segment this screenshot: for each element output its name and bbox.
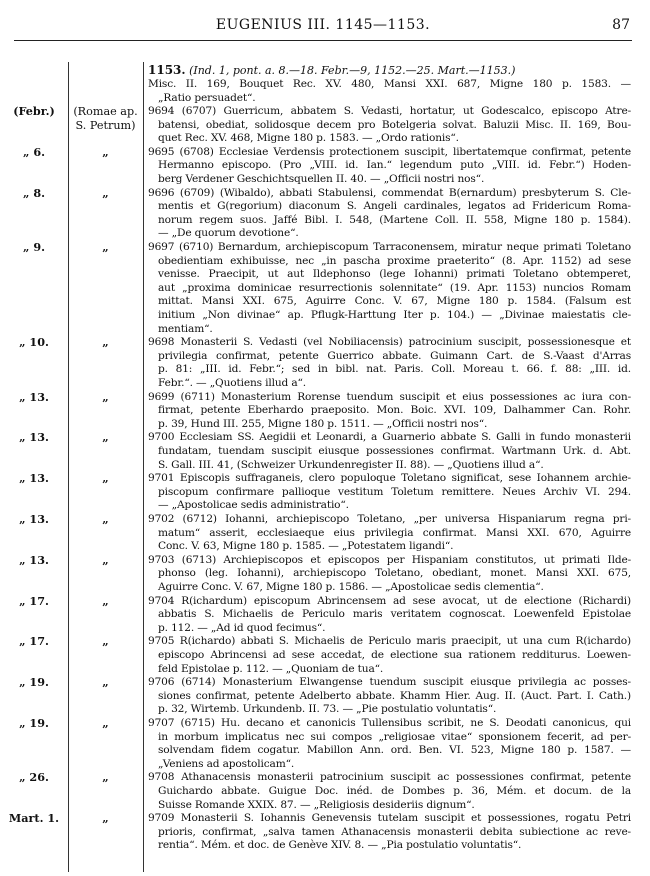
entry-text-line: — „De quorum devotione“. bbox=[158, 227, 299, 240]
entry-text bbox=[148, 676, 631, 717]
entry-text-line: 9701 Episcopis suffraganeis, clero populoque Toletano significat, sese Iohannem archie- bbox=[148, 472, 631, 485]
entry-place-line: „ bbox=[102, 593, 109, 608]
entry-text bbox=[148, 771, 631, 812]
entry-text-line: 9700 Ecclesiam SS. Aegidii et Leonardi, a Guarnerio abbate S. Galli in fundo monasterii bbox=[148, 431, 631, 444]
entry-place bbox=[68, 391, 143, 405]
entry-text-line: 9697 (6710) Bernardum, archiepiscopum Tarraconensem, miratur neque primati Toletano bbox=[148, 241, 631, 253]
entry-date: „ 10. bbox=[19, 335, 49, 350]
entry-text-line: aut „proxima dominicae resurrectionis solennitate“ (19. Apr. 1153) nuncios Romam bbox=[158, 281, 631, 294]
entry-date: „ 9. bbox=[22, 240, 45, 254]
entry-place-line: „ bbox=[102, 675, 109, 690]
entry-text-line: matum“ asserit, ecclesiaeque eius privilegia confirmat. Mansi XXI. 670, Aguirre bbox=[158, 526, 631, 539]
entry-text bbox=[148, 105, 631, 146]
entry-place-line: „ bbox=[102, 335, 109, 350]
year-heading-indiction: (Ind. 1, pont. a. 8.—18. Febr.—9, 1152.—25. Mart.—1153.) bbox=[189, 64, 516, 77]
entry-place bbox=[68, 431, 143, 445]
entry-text-line: 9704 R(ichardum) episcopum Abrincensem ad sese avocat, ut de electione (Richardi) bbox=[148, 594, 631, 607]
entry-place-line: „ bbox=[102, 770, 109, 785]
entry-place bbox=[68, 554, 143, 568]
entry-place-line: „ bbox=[102, 185, 109, 200]
entry-place bbox=[68, 472, 143, 486]
intro-line: Misc. II. 169, Bouquet Rec. XV. 480, Mansi XXI. 687, Migne 180 p. 1583. — bbox=[148, 78, 631, 90]
entry-text bbox=[148, 472, 631, 513]
entry-place bbox=[68, 187, 143, 201]
entry-text-line: phonso (leg. Iohanni), archiepiscopo Toletano, obediant, monet. Mansi XXI. 675, bbox=[158, 567, 631, 580]
entry-place bbox=[68, 105, 143, 132]
entry-place bbox=[68, 146, 143, 160]
entry-place-line: (Romae ap. bbox=[73, 105, 138, 118]
entry-place-line: „ bbox=[102, 240, 109, 254]
entry-place bbox=[68, 717, 143, 731]
entry-date: „ 8. bbox=[22, 185, 45, 200]
entry-text-line: venisse. Praecipit, ut aut Ildephonso (lege Iohanni) primati Toletano obtemperet, bbox=[158, 268, 631, 281]
entry-date: „ 19. bbox=[19, 716, 49, 730]
entry-place bbox=[68, 241, 143, 255]
running-header bbox=[16, 17, 630, 39]
entry-text-line: Suisse Romande XXIX. 87. — „Religiosis desideriis dignum“. bbox=[158, 798, 475, 811]
page-number: 87 bbox=[612, 17, 630, 33]
entry-text-line: initium „Non divinae“ ap. Pflugk-Harttung Iter p. 104.) — „Divinae maiestatis cle- bbox=[158, 308, 631, 321]
entry-text-line: Guichardo abbate. Guigue Doc. inéd. de Dombes p. 36, Mém. et docum. de la bbox=[158, 784, 631, 797]
running-title: EUGENIUS III. 1145—1153. bbox=[215, 17, 431, 33]
entry-place-line: „ bbox=[102, 430, 109, 445]
entry-text-line: 9694 (6707) Guerricum, abbatem S. Vedasti, hortatur, ut Godescalco, episcopo Atre- bbox=[148, 105, 631, 117]
entry-text-line: rentia“. Mém. et doc. de Genève XIV. 8. — „Pia postulatio voluntatis“. bbox=[158, 839, 522, 852]
entry-date: „ 13. bbox=[19, 430, 49, 445]
entry-place-line: „ bbox=[102, 512, 109, 526]
entry-text bbox=[148, 187, 631, 241]
entry-text-line: S. Gall. III. 41, (Schweizer Urkundenregister II. 88). — „Quotiens illud a“. bbox=[158, 458, 544, 471]
entry-text bbox=[148, 336, 631, 390]
entry-text-line: p. 81: „III. id. Febr.“; sed in bibl. nat. Paris. Coll. Moreau t. 66. f. 88: „III. id. bbox=[158, 363, 631, 376]
entry-place-line: „ bbox=[102, 389, 109, 404]
entry-text-line: Conc. V. 63, Migne 180 p. 1585. — „Potestatem ligandi“. bbox=[158, 540, 454, 553]
entry-text-line: 9696 (6709) (Wibaldo), abbati Stabulensi, commendat B(ernardum) presbyterum S. Cle- bbox=[148, 186, 631, 199]
entry-place bbox=[68, 513, 143, 527]
entry-text-line: 9705 R(ichardo) abbati S. Michaelis de Periculo maris praecipit, ut una cum R(ichardo) bbox=[148, 635, 631, 648]
entry-date: Mart. 1. bbox=[8, 811, 60, 826]
entry-text-line: solvendam fidem cogatur. Mabillon Ann. ord. Ben. VI. 523, Migne 180 p. 1587. — bbox=[158, 744, 631, 757]
entry-text-line: Aguirre Conc. V. 67, Migne 180 p. 1586. — „Apostolicae sedis clementia“. bbox=[158, 580, 544, 593]
entry-text-line: p. 39, Hund III. 255, Migne 180 p. 1511. — „Officii nostri nos“. bbox=[158, 417, 488, 430]
entry-text-line: 9698 Monasterii S. Vedasti (vel Nobiliacensis) patrocinium suscipit, possessionesque et bbox=[148, 336, 631, 349]
entry-text-line: 9707 (6715) Hu. decano et canonicis Tullensibus scribit, ne S. Deodati canonicus, qui bbox=[148, 717, 631, 729]
entry-text bbox=[148, 554, 631, 595]
entry-text-line: p. 112. — „Ad id quod fecimus“. bbox=[158, 621, 326, 634]
entry-text-line: firmat, petente Eberhardo praeposito. Mon. Boic. XVI. 109, Dalhammer Can. Rohr. bbox=[158, 404, 631, 417]
entry-text-line: 9708 Athanacensis monasterii patrocinium suscipit ac possessiones confirmat, petente bbox=[148, 771, 631, 784]
entry-text-line: episcopo Abrincensi ad sese accedat, de electione sua rationem redditurus. Loewen- bbox=[158, 648, 631, 661]
entry-text-line: quet Rec. XV. 468, Migne 180 p. 1583. — „Ordo rationis“. bbox=[158, 132, 459, 145]
entry-text-line: „Veniens ad apostolicam“. bbox=[158, 757, 295, 770]
entry-text-line: mittat. Mansi XXI. 675, Aguirre Conc. V. 67, Migne 180 p. 1584. (Falsum est bbox=[158, 295, 631, 308]
entry-date: „ 19. bbox=[19, 675, 49, 690]
entry-place bbox=[68, 595, 143, 609]
entry-place-line: S. Petrum) bbox=[75, 118, 136, 132]
entry-text-line: abbatis S. Michaelis de Periculo maris veritatem cognoscat. Loewenfeld Epistolae bbox=[158, 608, 631, 621]
entry-text bbox=[148, 812, 631, 853]
year-heading-year: 1153. bbox=[148, 63, 186, 77]
entry-place-line: „ bbox=[102, 634, 109, 649]
entry-date: „ 13. bbox=[19, 471, 49, 486]
entry-place bbox=[68, 676, 143, 690]
entry-text-line: obedientiam exhibuisse, nec „in pascha proxime praeterito“ (8. Apr. 1152) ad sese bbox=[158, 254, 631, 267]
entry-text bbox=[148, 391, 631, 432]
entry-text-line: p. 32, Wirtemb. Urkundenb. II. 73. — „Pie postulatio voluntatis“. bbox=[158, 703, 497, 716]
entry-text-line: 9702 (6712) Iohanni, archiepiscopo Toletano, „per universa Hispaniarum regna pri- bbox=[148, 513, 631, 525]
entry-place-line: „ bbox=[102, 471, 109, 486]
entry-text-line: prioris, confirmat, „salva tamen Athanacensis monasterii debita subiectione ac reve- bbox=[158, 825, 631, 838]
entry-text bbox=[148, 431, 631, 472]
entry-text bbox=[148, 717, 631, 771]
entry-text-line: batensi, obediat, solidosque decem pro Botelgeria solvat. Baluzii Misc. II. 169, Bou- bbox=[158, 118, 631, 131]
column-divider-place bbox=[143, 62, 144, 872]
entry-place bbox=[68, 812, 143, 826]
entry-place-line: „ bbox=[102, 716, 109, 730]
entry-text-line: 9695 (6708) Ecclesiae Verdensis protectionem suscipit, libertatemque confirmat, petente bbox=[148, 145, 631, 158]
entry-text-line: siones confirmat, petente Adelberto abbate. Khamm Hier. Aug. II. (Auct. Part. I. Cath.) bbox=[158, 689, 631, 702]
entry-text-line: — „Apostolicae sedis administratio“. bbox=[158, 499, 349, 512]
entry-text-line: 9703 (6713) Archiepiscopos et episcopos per Hispaniam constitutos, ut primati Ilde- bbox=[148, 553, 631, 566]
intro-line: „Ratio persuadet“. bbox=[158, 91, 256, 104]
year-heading bbox=[148, 64, 631, 78]
entry-place bbox=[68, 635, 143, 649]
entry-place bbox=[68, 771, 143, 785]
entry-date: „ 13. bbox=[19, 389, 49, 404]
entry-text-line: 9709 Monasterii S. Iohannis Genevensis tutelam suscipit et possessiones, rogatu Petri bbox=[148, 812, 631, 825]
entry-place-line: „ bbox=[102, 552, 109, 567]
entry-date: (Febr.) bbox=[13, 104, 55, 118]
entry-text-line: piscopum confirmare pallioque vestitum Toletum remittere. Neues Archiv VI. 294. bbox=[158, 485, 631, 498]
entry-place bbox=[68, 336, 143, 350]
entry-date: „ 13. bbox=[19, 552, 49, 567]
entry-text-line: berg Verdener Geschichtsquellen II. 40. — „Officii nostri nos“. bbox=[158, 172, 485, 185]
entry-text bbox=[148, 595, 631, 636]
entry-text-line: 9706 (6714) Monasterium Elwangense tuendum suscipit eiusque privilegia ac posses- bbox=[148, 676, 631, 689]
entry-text-line: mentiam“. bbox=[158, 322, 213, 335]
entry-text-line: mentis et G(regorium) diaconum S. Angeli cardinales, legatos ad Fridericum Roma- bbox=[158, 200, 631, 213]
entry-text-line: norum regem suos. Jaffé Bibl. I. 548, (Martene Coll. II. 558, Migne 180 p. 1584). bbox=[158, 213, 631, 226]
entry-place-line: „ bbox=[102, 144, 109, 159]
entry-date: „ 17. bbox=[19, 634, 49, 649]
entry-date: „ 6. bbox=[22, 144, 45, 159]
entry-text-line: Hermanno episcopo. (Pro „VIII. id. Ian.“ legendum puto „VIII. id. Febr.“) Hoden- bbox=[158, 159, 631, 172]
entry-text-line: fundatam, tuendam suscipit eiusque possessiones confirmat. Wartmann Urk. d. Abt. bbox=[158, 444, 631, 457]
entry-text bbox=[148, 513, 631, 554]
entry-place-line: „ bbox=[102, 811, 109, 826]
entry-text-line: privilegia confirmat, petente Guerrico abbate. Guimann Cart. de S.-Vaast d'Arras bbox=[158, 349, 631, 362]
entry-text-line: in morbum implicatus nec sui compos „religiosae vitae“ sponsionem fecerit, ad per- bbox=[158, 730, 631, 743]
entry-text-line: Febr.“. — „Quotiens illud a“. bbox=[158, 376, 307, 389]
entry-text-line: 9699 (6711) Monasterium Rorense tuendum suscipit et eius possessiones ac iura con- bbox=[148, 390, 631, 403]
entry-text bbox=[148, 241, 631, 336]
column-divider-date bbox=[68, 62, 69, 872]
header-rule bbox=[14, 40, 632, 41]
entry-text bbox=[148, 146, 631, 187]
entry-text-line: feld Epistolae p. 112. — „Quoniam de tua“. bbox=[158, 662, 384, 675]
entry-text bbox=[148, 635, 631, 676]
entry-date: „ 26. bbox=[19, 770, 49, 785]
entry-date: „ 13. bbox=[19, 512, 49, 526]
entry-date: „ 17. bbox=[19, 593, 49, 608]
